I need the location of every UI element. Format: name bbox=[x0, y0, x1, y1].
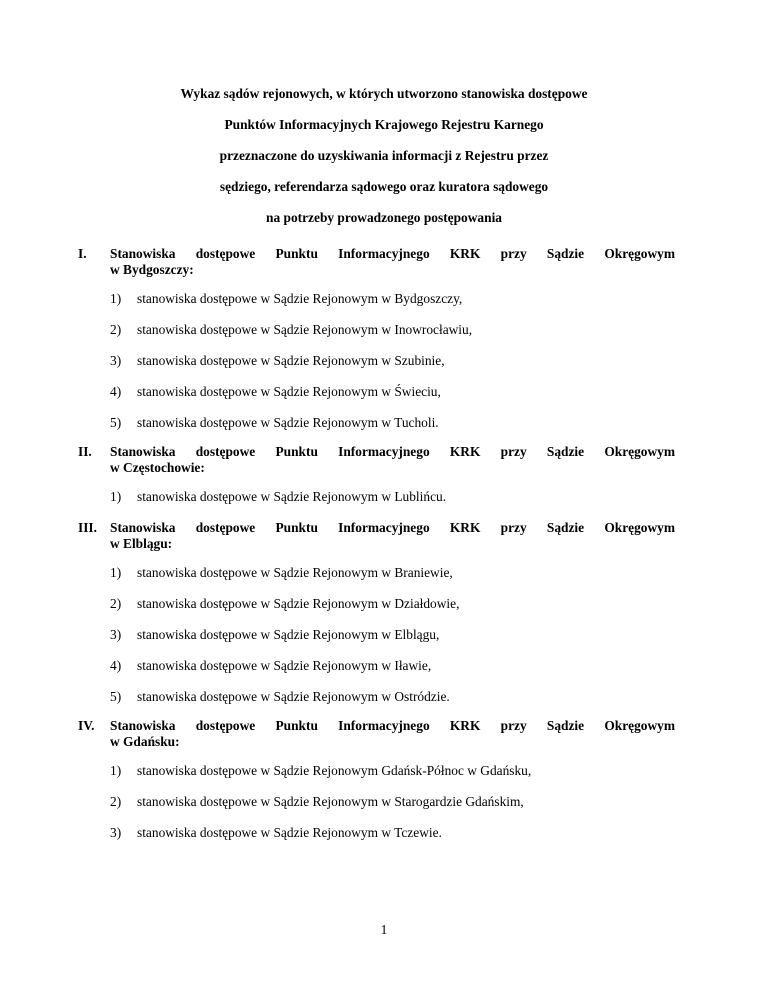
list-item bbox=[110, 322, 710, 353]
item-text: stanowiska dostępowe w Sądzie Rejonowym w Starogardzie Gdańskim, bbox=[137, 794, 524, 809]
section-heading-line: w Gdańsku: bbox=[110, 734, 180, 749]
list-item bbox=[110, 689, 710, 720]
item-text: stanowiska dostępowe w Sądzie Rejonowym w Tucholi. bbox=[137, 415, 439, 430]
title-line: Punktów Informacyjnych Krajowego Rejestru Karnego bbox=[224, 117, 544, 132]
item-text: stanowiska dostępowe w Sądzie Rejonowym w Tczewie. bbox=[137, 825, 442, 840]
item-number: 1) bbox=[110, 763, 122, 778]
list-item bbox=[110, 489, 710, 520]
section-heading bbox=[110, 718, 675, 750]
section-number: III. bbox=[78, 520, 97, 535]
item-number: 2) bbox=[110, 794, 122, 809]
page-number: 1 bbox=[380, 922, 388, 937]
item-number: 1) bbox=[110, 565, 122, 580]
list-item bbox=[110, 763, 710, 794]
section-heading-line: Stanowiska dostępowe Punktu Informacyjnego KRK przy Sądzie Okręgowym bbox=[110, 444, 675, 459]
section-items bbox=[110, 565, 710, 720]
item-number: 2) bbox=[110, 596, 122, 611]
section-heading-line: Stanowiska dostępowe Punktu Informacyjnego KRK przy Sądzie Okręgowym bbox=[110, 246, 675, 261]
list-item bbox=[110, 658, 710, 689]
list-item bbox=[110, 627, 710, 658]
item-text: stanowiska dostępowe w Sądzie Rejonowym w Elblągu, bbox=[137, 627, 440, 642]
title-line: na potrzeby prowadzonego postępowania bbox=[266, 210, 502, 225]
section-heading bbox=[110, 246, 675, 278]
list-item bbox=[110, 384, 710, 415]
item-number: 3) bbox=[110, 825, 122, 840]
section-items bbox=[110, 763, 710, 856]
list-item bbox=[110, 415, 710, 446]
item-text: stanowiska dostępowe w Sądzie Rejonowym w Ostródzie. bbox=[137, 689, 450, 704]
title-line: sędziego, referendarza sądowego oraz kuratora sądowego bbox=[219, 179, 549, 194]
document-title bbox=[0, 86, 768, 241]
section-heading-line: Stanowiska dostępowe Punktu Informacyjnego KRK przy Sądzie Okręgowym bbox=[110, 718, 675, 733]
section-items bbox=[110, 489, 710, 520]
item-number: 2) bbox=[110, 322, 122, 337]
title-line: przeznaczone do uzyskiwania informacji z Rejestru przez bbox=[219, 148, 549, 163]
item-text: stanowiska dostępowe w Sądzie Rejonowym w Bydgoszczy, bbox=[137, 291, 463, 306]
item-number: 3) bbox=[110, 627, 122, 642]
section-number: IV. bbox=[78, 718, 95, 733]
list-item bbox=[110, 596, 710, 627]
item-number: 5) bbox=[110, 415, 122, 430]
section-number: I. bbox=[78, 246, 87, 261]
section-heading-line: w Częstochowie: bbox=[110, 460, 205, 475]
list-item bbox=[110, 291, 710, 322]
section-heading-line: w Bydgoszczy: bbox=[110, 262, 194, 277]
section-heading-line: Stanowiska dostępowe Punktu Informacyjnego KRK przy Sądzie Okręgowym bbox=[110, 520, 675, 535]
section-items bbox=[110, 291, 710, 446]
list-item bbox=[110, 825, 710, 856]
item-text: stanowiska dostępowe w Sądzie Rejonowym w Braniewie, bbox=[137, 565, 453, 580]
item-text: stanowiska dostępowe w Sądzie Rejonowym w Lublińcu. bbox=[137, 489, 447, 504]
item-text: stanowiska dostępowe w Sądzie Rejonowym Gdańsk-Północ w Gdańsku, bbox=[137, 763, 532, 778]
section-number: II. bbox=[78, 444, 92, 459]
item-text: stanowiska dostępowe w Sądzie Rejonowym w Inowrocławiu, bbox=[137, 322, 473, 337]
section-heading bbox=[110, 520, 675, 552]
item-text: stanowiska dostępowe w Sądzie Rejonowym w Iławie, bbox=[137, 658, 432, 673]
item-number: 1) bbox=[110, 291, 122, 306]
section-heading-line: w Elblągu: bbox=[110, 536, 173, 551]
item-number: 1) bbox=[110, 489, 122, 504]
item-text: stanowiska dostępowe w Sądzie Rejonowym w Szubinie, bbox=[137, 353, 445, 368]
list-item bbox=[110, 794, 710, 825]
title-line: Wykaz sądów rejonowych, w których utworzono stanowiska dostępowe bbox=[180, 86, 588, 101]
item-number: 4) bbox=[110, 658, 122, 673]
item-text: stanowiska dostępowe w Sądzie Rejonowym w Świeciu, bbox=[137, 384, 441, 399]
item-number: 4) bbox=[110, 384, 122, 399]
item-number: 5) bbox=[110, 689, 122, 704]
item-text: stanowiska dostępowe w Sądzie Rejonowym w Działdowie, bbox=[137, 596, 460, 611]
section-heading bbox=[110, 444, 675, 476]
item-number: 3) bbox=[110, 353, 122, 368]
list-item bbox=[110, 353, 710, 384]
list-item bbox=[110, 565, 710, 596]
